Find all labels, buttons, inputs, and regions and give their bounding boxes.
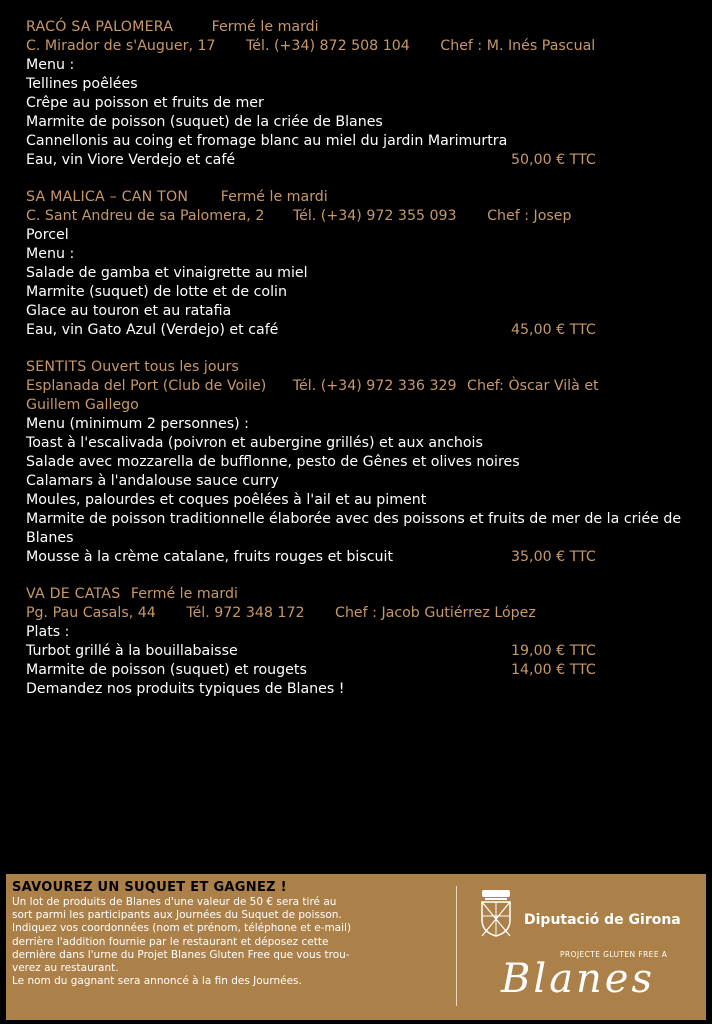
divider [456, 886, 457, 1006]
menu-item: Eau, vin Viore Verdejo et café [26, 152, 236, 168]
menu-price: 19,00 € TTC [511, 643, 596, 659]
menu-price: 45,00 € TTC [511, 322, 596, 338]
restaurant-sa-malica [26, 188, 696, 340]
restaurant-raco-sa-palomera [26, 18, 696, 170]
restaurant-address: C. Sant Andreu de sa Palomera, 2 [26, 208, 265, 224]
promo-line: sort parmi les participants aux Journées du Suquet de poisson. [12, 909, 342, 922]
menu-label: Menu : [26, 57, 75, 73]
projecte-label: PROJECTE GLUTEN FREE A [560, 950, 668, 959]
promo-panel [6, 874, 706, 1020]
restaurant-chef-cont: Porcel [26, 227, 69, 243]
restaurant-name: SA MALICA – CAN TON [26, 189, 189, 205]
menu-item: Glace au touron et au ratafia [26, 303, 232, 319]
menu-item: Salade avec mozzarella de bufflonne, pesto de Gênes et olives noires [26, 454, 520, 470]
menu-item: Toast à l'escalivada (poivron et aubergine grillés) et aux anchois [26, 435, 483, 451]
menu-label: Menu : [26, 246, 75, 262]
menu-label: Plats : [26, 624, 70, 640]
promo-line: dernière dans l'urne du Projet Blanes Gluten Free que vous trou- [12, 948, 350, 961]
menu-item: Cannellonis au coing et fromage blanc au miel du jardin Marimurtra [26, 133, 508, 149]
menu-item: Mousse à la crème catalane, fruits rouges et biscuit [26, 549, 394, 565]
opening-days: Ouvert tous les jours [91, 359, 239, 375]
restaurant-chef: Chef: Òscar Vilà et [467, 378, 599, 394]
menu-item: Turbot grillé à la bouillabaisse [26, 643, 238, 659]
menu-content [26, 18, 696, 717]
footer [0, 870, 712, 1024]
restaurant-name: RACÓ SA PALOMERA [26, 19, 174, 35]
blanes-logo: Blanes [501, 956, 655, 1002]
menu-price: 14,00 € TTC [511, 662, 596, 678]
restaurant-address: Esplanada del Port (Club de Voile) [26, 378, 267, 394]
restaurant-phone: Tél. 972 348 172 [186, 605, 305, 621]
opening-days: Fermé le mardi [130, 586, 238, 602]
menu-item: Calamars à l'andalouse sauce curry [26, 473, 279, 489]
menu-price: 35,00 € TTC [511, 549, 596, 565]
restaurant-chef-cont: Guillem Gallego [26, 397, 139, 413]
restaurant-address: Pg. Pau Casals, 44 [26, 605, 156, 621]
promo-line: Le nom du gagnant sera annoncé à la fin des Journées. [12, 975, 302, 988]
menu-item: Marmite de poisson (suquet) et rougets [26, 662, 307, 678]
menu-item: Salade de gamba et vinaigrette au miel [26, 265, 308, 281]
restaurant-sentits [26, 358, 696, 567]
promo-title: SAVOUREZ UN SUQUET ET GAGNEZ ! [12, 880, 287, 895]
restaurant-address: C. Mirador de s'Auguer, 17 [26, 38, 216, 54]
opening-days: Fermé le mardi [211, 19, 319, 35]
restaurant-chef: Chef : M. Inés Pascual [440, 38, 596, 54]
menu-item: Marmite de poisson traditionnelle élaborée avec des poissons et fruits de mer de la criée de Blanes [26, 511, 682, 546]
restaurant-phone: Tél. (+34) 872 508 104 [246, 38, 410, 54]
menu-item: Marmite de poisson (suquet) de la criée de Blanes [26, 114, 383, 130]
restaurant-name: SENTITS [26, 359, 87, 375]
closing-line: Demandez nos produits typiques de Blanes ! [26, 681, 345, 697]
menu-item: Tellines poêlées [26, 76, 138, 92]
restaurant-phone: Tél. (+34) 972 336 329 [292, 378, 457, 394]
promo-line: derrière l'addition fournie par le restaurant et déposez cette [12, 935, 329, 948]
menu-item: Eau, vin Gato Azul (Verdejo) et café [26, 322, 279, 338]
promo-text [12, 880, 432, 988]
restaurant-va-de-catas [26, 585, 696, 699]
promo-line: Indiquez vos coordonnées (nom et prénom, téléphone et e-mail) [12, 922, 352, 935]
opening-days: Fermé le mardi [220, 189, 328, 205]
menu-item: Marmite (suquet) de lotte et de colin [26, 284, 287, 300]
menu-price: 50,00 € TTC [511, 152, 596, 168]
diputacio-crest-icon [476, 888, 516, 938]
menu-item: Moules, palourdes et coques poêlées à l'ail et au piment [26, 492, 427, 508]
restaurant-chef: Chef : Jacob Gutiérrez López [335, 605, 536, 621]
menu-item: Crêpe au poisson et fruits de mer [26, 95, 264, 111]
diputacio-logo-text: Diputació de Girona [524, 912, 681, 928]
restaurant-phone: Tél. (+34) 972 355 093 [292, 208, 457, 224]
restaurant-name: VA DE CATAS [26, 586, 121, 602]
menu-label: Menu (minimum 2 personnes) : [26, 416, 249, 432]
promo-line: Un lot de produits de Blanes d'une valeur de 50 € sera tiré au [12, 896, 337, 908]
restaurant-chef: Chef : Josep [487, 208, 572, 224]
promo-line: verez au restaurant. [12, 962, 119, 975]
